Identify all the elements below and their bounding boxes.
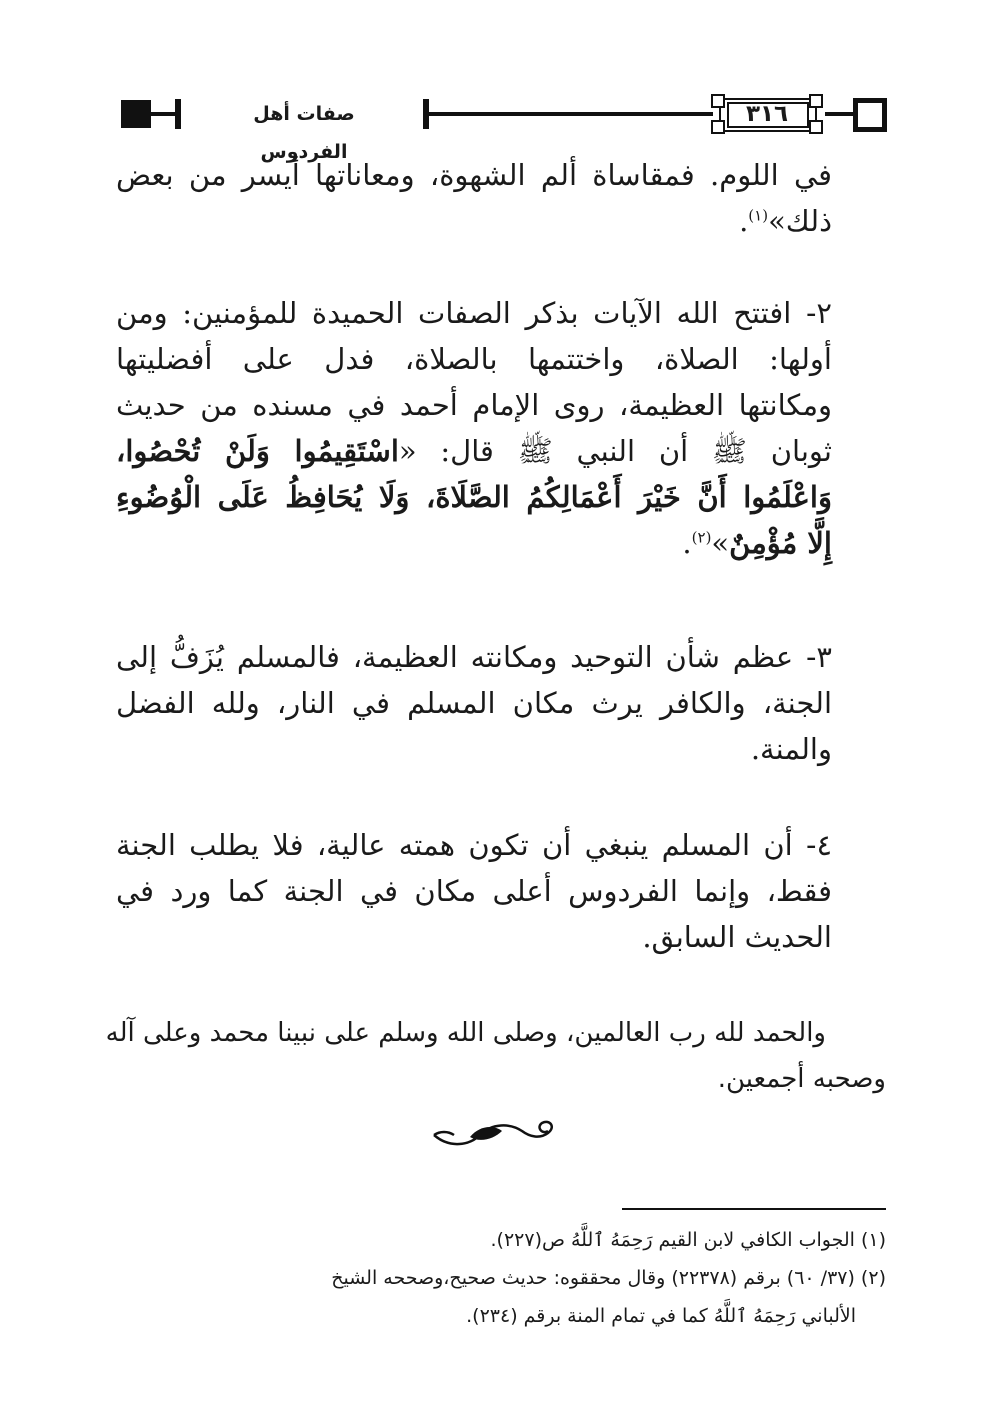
text-line bbox=[116, 822, 832, 868]
header-bar-left bbox=[175, 99, 181, 129]
text-fragment: أن المسلم ينبغي أن تكون همته عالية، فلا يطلب الجنة bbox=[116, 828, 793, 862]
text-line bbox=[116, 428, 832, 474]
hadith-text: إِلَّا مُؤْمِنٌ bbox=[729, 526, 832, 560]
header-left-block bbox=[121, 100, 151, 128]
text-line: والمنة. bbox=[750, 732, 832, 766]
header-rule-middle bbox=[425, 112, 713, 116]
footnotes bbox=[116, 1221, 886, 1335]
running-title: صفات أهل الفردوس bbox=[253, 103, 355, 163]
text-line: الحديث السابق. bbox=[642, 920, 832, 954]
footnote-2-cont: الألباني رَحِمَهُ ٱللَّهُ كما في تمام المنة برقم (٢٣٤). bbox=[466, 1305, 856, 1327]
point-number: ٤- bbox=[805, 828, 833, 862]
footnote-ref: (١) bbox=[748, 206, 769, 225]
text-fragment: ذلك» bbox=[768, 204, 832, 238]
footnote-2: (٢) (٣٧/ ٦٠) برقم (٢٢٣٧٨) وقال محققوه: حديث صحيح،وصححه الشيخ bbox=[331, 1267, 886, 1289]
closing-paragraph bbox=[105, 1010, 886, 1102]
page-number: ٣١٦ bbox=[745, 101, 789, 127]
footnote-1: (١) الجواب الكافي لابن القيم رَحِمَهُ ٱللَّهُ ص(٢٢٧). bbox=[490, 1229, 886, 1251]
frame-notch-icon bbox=[809, 94, 823, 108]
footnote-rule bbox=[622, 1208, 886, 1210]
text-line: ومكانتها العظيمة، روى الإمام أحمد في مسنده من حديث bbox=[116, 388, 832, 422]
frame-notch-icon bbox=[809, 120, 823, 134]
text-line: وصحبه أجمعين. bbox=[717, 1064, 886, 1094]
point-number: ٢- bbox=[805, 296, 832, 330]
frame-notch-icon bbox=[711, 94, 725, 108]
text-line: والحمد لله رب العالمين، وصلى الله وسلم على نبينا محمد وعلى آله bbox=[105, 1018, 826, 1048]
point-number: ٣- bbox=[805, 640, 832, 674]
text-line bbox=[116, 520, 832, 566]
text-fragment: افتتح الله الآيات بذكر الصفات الحميدة للمؤمنين: ومن bbox=[116, 296, 792, 330]
text-line: الجنة، والكافر يرث مكان المسلم في النار، ولله الفضل bbox=[116, 686, 832, 720]
end-mark: . bbox=[739, 204, 749, 238]
text-line bbox=[116, 198, 832, 244]
frame-notch-icon bbox=[711, 120, 725, 134]
hadith-text: اسْتَقِيمُوا وَلَنْ تُحْصُوا، bbox=[116, 434, 399, 468]
header-right-square bbox=[853, 98, 887, 132]
hadith-intro: ثوبان ﷺ أن النبي ﷺ قال: « bbox=[398, 434, 832, 468]
end-mark: . bbox=[682, 526, 692, 560]
point-2 bbox=[116, 290, 832, 566]
text-line: أولها: الصلاة، واختتمها بالصلاة، فدل على أفضليتها bbox=[116, 342, 832, 376]
point-3 bbox=[116, 634, 832, 772]
page-number-frame bbox=[709, 96, 825, 132]
intro-paragraph bbox=[116, 152, 832, 244]
point-4 bbox=[116, 822, 832, 960]
ornament-divider-icon bbox=[430, 1115, 560, 1151]
text-line bbox=[116, 634, 832, 680]
text-line bbox=[116, 290, 832, 336]
quote-close: » bbox=[711, 526, 730, 560]
text-line: في اللوم. فمقاساة ألم الشهوة، ومعاناتها أيسر من بعض bbox=[116, 158, 832, 192]
running-header bbox=[113, 95, 891, 163]
text-line: فقط، وإنما الفردوس أعلى مكان في الجنة كما ورد في bbox=[116, 874, 832, 908]
footnote-ref: (٢) bbox=[691, 528, 712, 547]
text-fragment: عظم شأن التوحيد ومكانته العظيمة، فالمسلم يُزَفُّ إلى bbox=[116, 640, 794, 674]
hadith-line: وَاعْلَمُوا أَنَّ خَيْرَ أَعْمَالِكُمُ الصَّلَاةَ، وَلَا يُحَافِظُ عَلَى الْوُضُوءِ bbox=[116, 480, 832, 514]
